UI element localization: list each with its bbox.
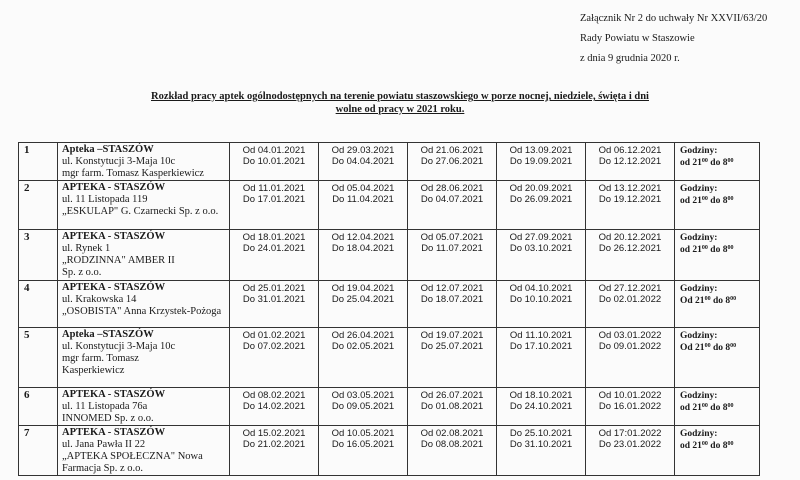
pharmacy-schedule-table	[18, 142, 760, 476]
pharmacy-cell	[58, 181, 230, 230]
pharmacy-name: APTEKA - STASZÓW	[62, 282, 166, 293]
hours-cell	[675, 230, 760, 281]
period-end: Do 31.10.2021	[509, 439, 573, 450]
duty-period-cell	[408, 230, 497, 281]
row-number: 3	[19, 230, 58, 281]
hours-to-minutes: 00	[727, 196, 734, 202]
pharmacy-cell	[58, 281, 230, 328]
table-row	[19, 328, 760, 388]
hours-from-minutes: 00	[701, 196, 708, 202]
hours-range	[680, 244, 759, 256]
period-start: Od 19.07.2021	[420, 330, 484, 341]
period-end: Do 16.01.2022	[598, 401, 662, 412]
hours-to-minutes: 00	[730, 343, 737, 349]
pharmacy-detail-line: mgr farm. Tomasz	[62, 353, 139, 364]
pharmacy-cell	[58, 388, 230, 426]
hours-to: do 8	[712, 343, 731, 353]
period-start: Od 10.05.2021	[331, 428, 395, 439]
period-end: Do 25.04.2021	[331, 294, 395, 305]
duty-period-cell	[497, 281, 586, 328]
duty-period-cell	[408, 328, 497, 388]
duty-period-cell	[230, 181, 319, 230]
period-start: Od 15.02.2021	[242, 428, 306, 439]
hours-to: do 8	[712, 296, 731, 306]
duty-period-cell	[497, 230, 586, 281]
period-start: Od 26.07.2021	[420, 390, 484, 401]
duty-period-cell	[230, 328, 319, 388]
hours-from: Od 21	[680, 296, 705, 306]
period-end: Do 17.10.2021	[509, 341, 573, 352]
duty-period-cell	[230, 143, 319, 181]
hours-to-minutes: 00	[727, 245, 734, 251]
period-end: Do 31.01.2021	[242, 294, 306, 305]
title-line-1: Rozkład pracy aptek ogólnodostępnych na terenie powiatu staszowskiego w porze nocnej, niedziele, święta i dni	[151, 91, 649, 102]
duty-period-cell	[319, 143, 408, 181]
period-start: Od 13.09.2021	[509, 145, 573, 156]
duty-period-cell	[230, 388, 319, 426]
period-start: Do 25.10.2021	[509, 428, 573, 439]
pharmacy-name: Apteka –STASZÓW	[62, 144, 154, 155]
period-end: Do 09.01.2022	[598, 341, 662, 352]
hours-cell	[675, 281, 760, 328]
period-start: Od 25.01.2021	[242, 283, 306, 294]
period-start: Od 11.01.2021	[242, 183, 306, 194]
duty-period-cell	[408, 143, 497, 181]
duty-period-cell	[586, 230, 675, 281]
pharmacy-detail-line: ul. 11 Listopada 119	[62, 194, 148, 205]
pharmacy-detail-line: Sp. z o.o.	[62, 267, 102, 278]
duty-period-cell	[319, 181, 408, 230]
hours-to: do 8	[710, 158, 728, 168]
hours-cell	[675, 388, 760, 426]
period-start: Od 21.06.2021	[420, 145, 484, 156]
period-start: Od 12.04.2021	[331, 232, 395, 243]
period-end: Do 10.01.2021	[242, 156, 306, 167]
row-number: 2	[19, 181, 58, 230]
hours-to-minutes: 00	[727, 403, 734, 409]
period-start: Od 01.02.2021	[242, 330, 306, 341]
hours-from-minutes: 00	[701, 158, 708, 164]
hours-label: Godziny:	[680, 284, 718, 294]
period-start: Od 13.12.2021	[598, 183, 662, 194]
hours-cell	[675, 143, 760, 181]
pharmacy-detail-line: mgr farm. Tomasz Kasperkiewicz	[62, 168, 204, 179]
period-end: Do 19.09.2021	[509, 156, 573, 167]
row-number: 6	[19, 388, 58, 426]
resolution-header	[580, 9, 767, 69]
table-row	[19, 426, 760, 476]
duty-period-cell	[497, 388, 586, 426]
row-number: 5	[19, 328, 58, 388]
hours-from-minutes: 00	[701, 403, 708, 409]
hours-to-minutes: 00	[730, 296, 737, 302]
hours-from-minutes: 00	[701, 441, 708, 447]
hours-label: Godziny:	[680, 184, 718, 194]
period-end: Do 10.10.2021	[509, 294, 573, 305]
row-number: 4	[19, 281, 58, 328]
period-end: Do 24.01.2021	[242, 243, 306, 254]
hours-label: Godziny:	[680, 233, 718, 243]
duty-period-cell	[230, 426, 319, 476]
period-start: Od 18.10.2021	[509, 390, 573, 401]
pharmacy-detail-line: „OSOBISTA" Anna Krzystek-Pożoga	[62, 306, 222, 317]
header-line-attachment: Załącznik Nr 2 do uchwały Nr XXVII/63/20	[580, 13, 768, 24]
document-title	[30, 90, 770, 116]
period-start: Od 04.10.2021	[509, 283, 573, 294]
period-end: Do 02.05.2021	[331, 341, 395, 352]
table-row	[19, 181, 760, 230]
hours-from-minutes: 00	[701, 245, 708, 251]
pharmacy-name: APTEKA - STASZÓW	[62, 389, 166, 400]
duty-period-cell	[497, 143, 586, 181]
duty-period-cell	[319, 388, 408, 426]
hours-from: od 21	[680, 196, 702, 206]
row-number: 1	[19, 143, 58, 181]
duty-period-cell	[319, 230, 408, 281]
period-start: Od 10.01.2022	[598, 390, 662, 401]
period-end: Do 17.01.2021	[242, 194, 306, 205]
title-line-2: wolne od pracy w 2021 roku.	[335, 104, 465, 115]
period-start: Od 04.01.2021	[242, 145, 306, 156]
period-end: Do 02.01.2022	[598, 294, 662, 305]
hours-from: od 21	[680, 158, 702, 168]
row-number: 7	[19, 426, 58, 476]
period-end: Do 12.12.2021	[598, 156, 662, 167]
period-end: Do 25.07.2021	[420, 341, 484, 352]
hours-from: od 21	[680, 441, 702, 451]
period-start: Od 27.09.2021	[509, 232, 573, 243]
duty-period-cell	[586, 328, 675, 388]
period-start: Od 19.04.2021	[331, 283, 395, 294]
duty-period-cell	[586, 281, 675, 328]
duty-period-cell	[408, 426, 497, 476]
duty-period-cell	[319, 426, 408, 476]
duty-period-cell	[586, 181, 675, 230]
period-end: Do 16.05.2021	[331, 439, 395, 450]
hours-from: Od 21	[680, 343, 705, 353]
pharmacy-detail-line: ul. Konstytucji 3-Maja 10c	[62, 156, 176, 167]
period-start: Od 02.08.2021	[420, 428, 484, 439]
period-end: Do 24.10.2021	[509, 401, 573, 412]
duty-period-cell	[586, 388, 675, 426]
table-row	[19, 143, 760, 181]
period-end: Do 26.12.2021	[598, 243, 662, 254]
pharmacy-cell	[58, 328, 230, 388]
hours-label: Godziny:	[680, 146, 718, 156]
table-row	[19, 230, 760, 281]
period-end: Do 04.07.2021	[420, 194, 484, 205]
hours-cell	[675, 426, 760, 476]
pharmacy-cell	[58, 426, 230, 476]
hours-range	[680, 342, 759, 354]
duty-period-cell	[497, 426, 586, 476]
period-end: Do 07.02.2021	[242, 341, 306, 352]
duty-period-cell	[319, 328, 408, 388]
period-end: Do 03.10.2021	[509, 243, 573, 254]
table-row	[19, 388, 760, 426]
period-start: Od 29.03.2021	[331, 145, 395, 156]
period-end: Do 11.07.2021	[421, 243, 483, 254]
pharmacy-detail-line: „ESKULAP" G. Czarnecki Sp. z o.o.	[62, 206, 219, 217]
period-start: Od 27.12.2021	[598, 283, 662, 294]
duty-period-cell	[408, 181, 497, 230]
period-end: Do 11.04.2021	[332, 194, 394, 205]
header-line-council: Rady Powiatu w Staszowie	[580, 33, 695, 44]
period-start: Od 26.04.2021	[331, 330, 395, 341]
pharmacy-detail-line: INNOMED Sp. z o.o.	[62, 413, 154, 424]
hours-range	[680, 195, 759, 207]
pharmacy-name: APTEKA - STASZÓW	[62, 182, 166, 193]
duty-period-cell	[408, 281, 497, 328]
duty-period-cell	[586, 426, 675, 476]
pharmacy-detail-line: ul. Krakowska 14	[62, 294, 137, 305]
period-start: Od 20.09.2021	[509, 183, 573, 194]
hours-label: Godziny:	[680, 429, 718, 439]
hours-to: do 8	[710, 245, 728, 255]
hours-from: od 21	[680, 403, 702, 413]
duty-period-cell	[319, 281, 408, 328]
hours-to: do 8	[710, 196, 728, 206]
period-start: Od 11.10.2021	[509, 330, 573, 341]
pharmacy-name: APTEKA - STASZÓW	[62, 231, 166, 242]
period-start: Od 08.02.2021	[242, 390, 306, 401]
duty-period-cell	[497, 328, 586, 388]
table-row	[19, 281, 760, 328]
hours-to-minutes: 00	[727, 158, 734, 164]
pharmacy-detail-line: „APTEKA SPOŁECZNA" Nowa Farmacja Sp. z o.o.	[62, 451, 203, 474]
header-line-date: z dnia 9 grudnia 2020 r.	[580, 53, 680, 64]
duty-period-cell	[497, 181, 586, 230]
period-end: Do 18.04.2021	[331, 243, 395, 254]
pharmacy-detail-line: ul. Jana Pawła II 22	[62, 439, 146, 450]
hours-to-minutes: 00	[727, 441, 734, 447]
period-start: Od 28.06.2021	[420, 183, 484, 194]
hours-cell	[675, 328, 760, 388]
period-end: Do 26.09.2021	[509, 194, 573, 205]
duty-period-cell	[586, 143, 675, 181]
hours-range	[680, 440, 759, 452]
period-end: Do 14.02.2021	[242, 401, 306, 412]
pharmacy-name: Apteka –STASZÓW	[62, 329, 154, 340]
period-end: Do 08.08.2021	[420, 439, 484, 450]
period-start: Od 20.12.2021	[598, 232, 662, 243]
period-end: Do 18.07.2021	[420, 294, 484, 305]
pharmacy-cell	[58, 230, 230, 281]
duty-period-cell	[230, 230, 319, 281]
period-start: Od 17:01.2022	[598, 428, 662, 439]
period-start: Od 18.01.2021	[242, 232, 306, 243]
period-start: Od 12.07.2021	[420, 283, 484, 294]
hours-range	[680, 157, 759, 169]
hours-range	[680, 295, 759, 307]
pharmacy-detail-line: ul. Rynek 1	[62, 243, 111, 254]
hours-from-minutes: 00	[704, 343, 711, 349]
pharmacy-detail-line: ul. Konstytucji 3-Maja 10c	[62, 341, 176, 352]
period-end: Do 27.06.2021	[420, 156, 484, 167]
period-end: Do 09.05.2021	[331, 401, 395, 412]
period-start: Od 05.04.2021	[331, 183, 395, 194]
hours-from-minutes: 00	[704, 296, 711, 302]
pharmacy-detail-line: „RODZINNA" AMBER II	[62, 255, 175, 266]
pharmacy-detail-line: Kasperkiewicz	[62, 365, 125, 376]
period-end: Do 01.08.2021	[420, 401, 484, 412]
period-end: Do 19.12.2021	[598, 194, 662, 205]
hours-cell	[675, 181, 760, 230]
period-end: Do 23.01.2022	[598, 439, 662, 450]
hours-to: do 8	[710, 441, 728, 451]
hours-label: Godziny:	[680, 391, 718, 401]
hours-label: Godziny:	[680, 331, 718, 341]
duty-period-cell	[408, 388, 497, 426]
period-start: Od 05.07.2021	[420, 232, 484, 243]
period-start: Od 06.12.2021	[598, 145, 662, 156]
pharmacy-name: APTEKA - STASZÓW	[62, 427, 166, 438]
hours-range	[680, 402, 759, 414]
hours-from: od 21	[680, 245, 702, 255]
period-start: Od 03.05.2021	[331, 390, 395, 401]
period-start: Od 03.01.2022	[598, 330, 662, 341]
hours-to: do 8	[710, 403, 728, 413]
period-end: Do 21.02.2021	[242, 439, 306, 450]
period-end: Do 04.04.2021	[331, 156, 395, 167]
pharmacy-cell	[58, 143, 230, 181]
duty-period-cell	[230, 281, 319, 328]
pharmacy-detail-line: ul. 11 Listopada 76a	[62, 401, 148, 412]
